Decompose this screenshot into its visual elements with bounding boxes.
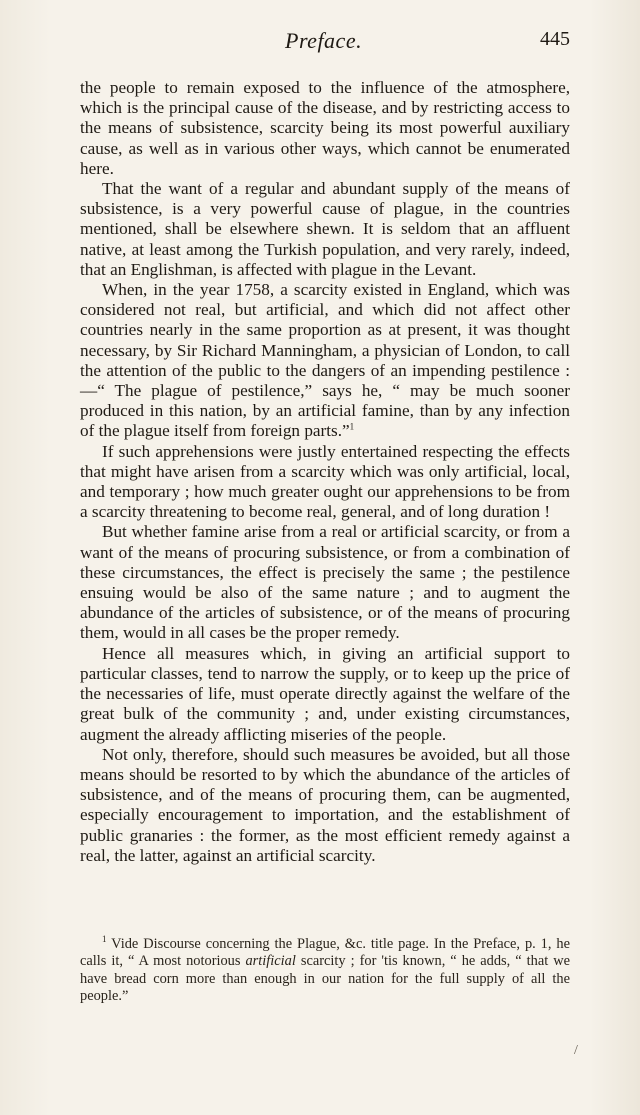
footnotes — [80, 936, 570, 1006]
paragraph-3-text: When, in the year 1758, a scarcity existed in England, which was considered not real, but artificial, and which did not affect other countries nearly in the same proportion as at present, it was thought necessary, by Sir Richard Manningham, a physician of London, to call the attention of the public to the dangers of an impending pestilence :—“ The plague of pestilence,” says he, “ may be much sooner produced in this nation, by an artificial famine, than by any infection of the plague itself from foreign parts.” — [80, 280, 570, 441]
paragraph-3 — [80, 280, 570, 442]
running-head: Preface. — [285, 28, 363, 53]
footnote-reference[interactable]: 1 — [349, 421, 355, 432]
footnote-text-italic: artificial — [245, 953, 296, 970]
paragraph-1: the people to remain exposed to the influence of the atmosphere, which is the principal cause of the disease, and by restricting access to the means of subsistence, scarcity being its most powerful auxiliary cause, as well as in various other ways, which cannot be enumerated here. — [80, 78, 570, 178]
paragraph-4: If such apprehensions were justly entertained respecting the effects that might have arisen from a scarcity which was only artificial, local, and temporary ; how much greater ought our apprehensions to be from a scarcity threatening to become real, general, and of long duration ! — [80, 441, 570, 522]
page-header — [80, 28, 570, 58]
paragraph-6: Hence all measures which, in giving an artificial support to particular classes, tend to narrow the supply, or to keep up the price of the necessaries of life, must operate directly against the welfare of the great bulk of the community ; and, under existing circumstances, augment the already afflicting miseries of the people. — [80, 643, 570, 744]
margin-mark: / — [574, 1043, 578, 1058]
footnote-text-a: Vide Discourse concerning the Plague, &c. title page. In the Preface, p. 1, he calls it, “ A most notorious — [80, 936, 570, 970]
footnote-1 — [80, 936, 570, 1006]
paragraph-2: That the want of a regular and abundant supply of the means of subsistence, is a very powerful cause of plague, in the countries mentioned, shall be elsewhere shewn. It is seldom that an affluent native, at least among the Turkish population, and very rarely, indeed, that an Englishman, is affected with plague in the Levant. — [80, 179, 570, 279]
paragraph-7: Not only, therefore, should such measures be avoided, but all those means should be resorted to by which the abundance of the articles of subsistence, and of the means of procuring them, can be augmented, especially encouragement to importation, and the establishment of public granaries : the former, as the most efficient remedy against a real, the latter, against an artificial scarcity. — [80, 744, 570, 865]
paragraph-5: But whether famine arise from a real or artificial scarcity, or from a want of the means of procuring subsistence, or from a combination of these circumstances, the effect is precisely the same ; the pestilence ensuing would be also of the same nature ; and to augment the abundance of the articles of subsistence, or of the means of procuring them, would in all cases be the proper remedy. — [80, 522, 570, 643]
body-text — [80, 78, 570, 866]
footnote-mark: 1 — [102, 934, 107, 945]
footnote-text-b: scarcity ; for 'tis known, “ he adds, “ that we have bread corn more than enough in our nation for the full supply of all the people.” — [80, 953, 570, 1005]
page-number: 445 — [540, 28, 570, 50]
